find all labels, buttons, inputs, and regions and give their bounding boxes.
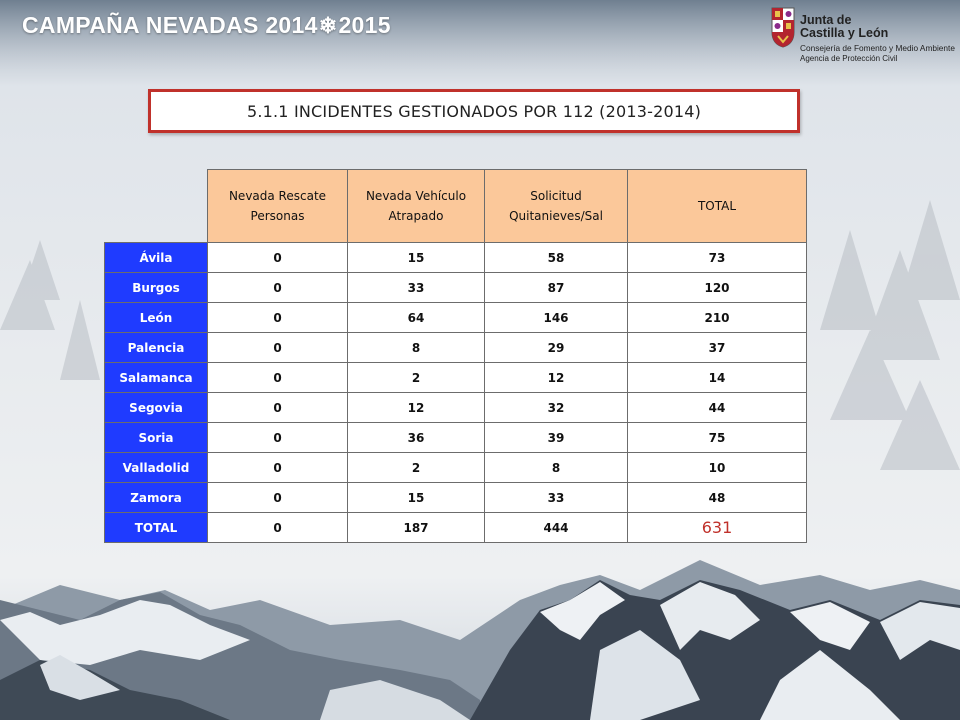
- table-cell: 14: [628, 363, 807, 393]
- column-header-vehiculo: Nevada Vehículo Atrapado: [348, 170, 485, 243]
- table-cell: 146: [485, 303, 628, 333]
- section-title-box: [148, 89, 800, 133]
- row-label: Valladolid: [105, 453, 208, 483]
- table-cell: 44: [628, 393, 807, 423]
- table-cell: 8: [485, 453, 628, 483]
- logo-department: Consejería de Fomento y Medio Ambiente: [800, 43, 955, 53]
- table-corner: [105, 170, 208, 243]
- row-label-total: TOTAL: [105, 513, 208, 543]
- column-header-total: TOTAL: [628, 170, 807, 243]
- total-cell: 0: [208, 513, 348, 543]
- table-cell: 39: [485, 423, 628, 453]
- table-cell: 15: [348, 483, 485, 513]
- table-cell: 58: [485, 243, 628, 273]
- row-label: Salamanca: [105, 363, 208, 393]
- column-header-rescate: Nevada Rescate Personas: [208, 170, 348, 243]
- table-row: [105, 423, 807, 453]
- row-label: Burgos: [105, 273, 208, 303]
- grand-total-cell: 631: [628, 513, 807, 543]
- table-cell: 0: [208, 423, 348, 453]
- table-cell: 0: [208, 363, 348, 393]
- incidents-table: [104, 169, 807, 543]
- snowflake-icon: ❄: [318, 13, 338, 38]
- row-label: Segovia: [105, 393, 208, 423]
- title-part-1: CAMPAÑA NEVADAS 2014: [22, 12, 318, 38]
- logo-agency: Agencia de Protección Civil: [800, 54, 898, 63]
- logo-text-line1: Junta de: [800, 13, 852, 27]
- table-row: [105, 273, 807, 303]
- table-cell: 0: [208, 273, 348, 303]
- table-cell: 37: [628, 333, 807, 363]
- row-label: Soria: [105, 423, 208, 453]
- table-row: [105, 483, 807, 513]
- table-cell: 36: [348, 423, 485, 453]
- table-cell: 8: [348, 333, 485, 363]
- table-cell: 29: [485, 333, 628, 363]
- table-row: [105, 303, 807, 333]
- table-cell: 2: [348, 453, 485, 483]
- table-cell: 0: [208, 393, 348, 423]
- table-row: [105, 243, 807, 273]
- table-cell: 48: [628, 483, 807, 513]
- presentation-title: [22, 12, 391, 39]
- table-cell: 0: [208, 333, 348, 363]
- table-total-row: [105, 513, 807, 543]
- title-part-2: 2015: [338, 12, 391, 38]
- row-label: León: [105, 303, 208, 333]
- table-cell: 120: [628, 273, 807, 303]
- table-cell: 12: [485, 363, 628, 393]
- total-cell: 187: [348, 513, 485, 543]
- column-header-quitanieves: Solicitud Quitanieves/Sal: [485, 170, 628, 243]
- table-cell: 33: [485, 483, 628, 513]
- table-row: [105, 333, 807, 363]
- table-cell: 0: [208, 483, 348, 513]
- row-label: Zamora: [105, 483, 208, 513]
- table-cell: 2: [348, 363, 485, 393]
- table-row: [105, 363, 807, 393]
- coat-of-arms-icon: [770, 6, 796, 48]
- table-cell: 32: [485, 393, 628, 423]
- table-row: [105, 453, 807, 483]
- table-cell: 0: [208, 303, 348, 333]
- total-cell: 444: [485, 513, 628, 543]
- table-cell: 0: [208, 243, 348, 273]
- table-cell: 73: [628, 243, 807, 273]
- table-cell: 15: [348, 243, 485, 273]
- table-cell: 33: [348, 273, 485, 303]
- row-label: Ávila: [105, 243, 208, 273]
- table-cell: 210: [628, 303, 807, 333]
- logo-text-line2: Castilla y León: [800, 26, 889, 40]
- table-cell: 75: [628, 423, 807, 453]
- row-label: Palencia: [105, 333, 208, 363]
- section-title: 5.1.1 INCIDENTES GESTIONADOS POR 112 (2013-2014): [246, 101, 702, 121]
- table-cell: 10: [628, 453, 807, 483]
- table-cell: 64: [348, 303, 485, 333]
- table-cell: 87: [485, 273, 628, 303]
- junta-castilla-leon-logo: [770, 6, 955, 70]
- table-cell: 0: [208, 453, 348, 483]
- table-header-row: [105, 170, 807, 243]
- table-cell: 12: [348, 393, 485, 423]
- table-row: [105, 393, 807, 423]
